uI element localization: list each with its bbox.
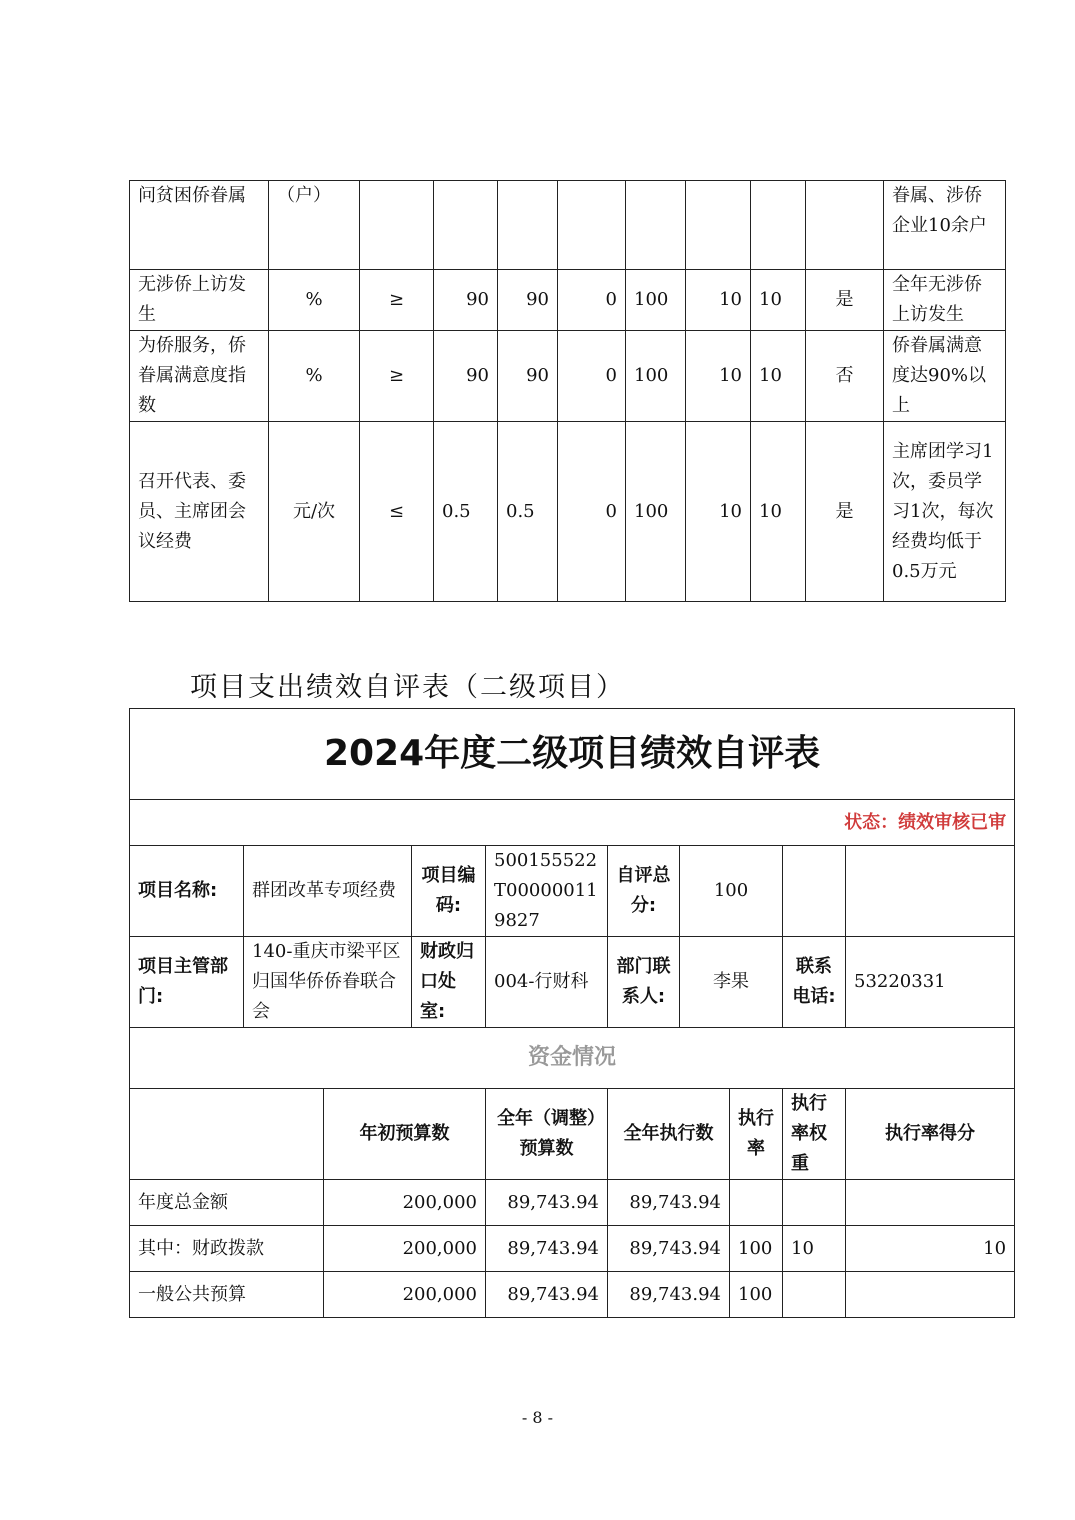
indicator-flag: 否: [806, 331, 884, 422]
finance-office: 004-行财科: [486, 937, 608, 1028]
phone-number: 53220331: [846, 937, 1015, 1028]
indicator-row: [130, 331, 1006, 422]
contact-label: 部门联系人:: [608, 937, 680, 1028]
indicator-row: [130, 181, 1006, 270]
indicator-unit: %: [269, 270, 360, 331]
section-title: 项目支出绩效自评表（二级项目）: [190, 672, 625, 703]
indicator-rate: 100: [626, 331, 686, 422]
indicator-operator: ≤: [360, 422, 434, 602]
table-title: 2024年度二级项目绩效自评表: [130, 709, 1015, 800]
funds-initial: 200,000: [324, 1226, 486, 1272]
indicator-deviation: 0: [558, 422, 626, 602]
indicator-score: 10: [751, 422, 806, 602]
self-score: 100: [680, 846, 783, 937]
indicator-table: [129, 180, 1006, 602]
funds-rate: [730, 1180, 783, 1226]
indicator-weight: 10: [686, 270, 751, 331]
funds-rate: 100: [730, 1272, 783, 1318]
funds-weight: [783, 1180, 846, 1226]
indicator-rate: 100: [626, 270, 686, 331]
indicator-flag: 是: [806, 270, 884, 331]
indicator-name: 为侨服务，侨眷属满意度指数: [130, 331, 269, 422]
funds-col-initial: 年初预算数: [324, 1089, 486, 1180]
indicator-score: 10: [751, 331, 806, 422]
indicator-operator: ≥: [360, 270, 434, 331]
indicator-unit: 元/次: [269, 422, 360, 602]
funds-rate: 100: [730, 1226, 783, 1272]
funds-row-label: 其中：财政拨款: [130, 1226, 324, 1272]
indicator-note: 侨眷属满意度达90%以上: [884, 331, 1006, 422]
funds-col-executed: 全年执行数: [608, 1089, 730, 1180]
funds-row: [130, 1180, 1015, 1226]
indicator-actual: 90: [498, 331, 558, 422]
funds-initial: 200,000: [324, 1180, 486, 1226]
project-name: 群团改革专项经费: [244, 846, 412, 937]
indicator-actual: 0.5: [498, 422, 558, 602]
indicator-deviation: 0: [558, 331, 626, 422]
funds-executed: 89,743.94: [608, 1272, 730, 1318]
funds-col-adjusted: 全年（调整）预算数: [486, 1089, 608, 1180]
project-name-label: 项目名称:: [130, 846, 244, 937]
indicator-target: 0.5: [434, 422, 498, 602]
page-number: - 8 -: [521, 1408, 554, 1427]
indicator-name: 问贫困侨眷属: [130, 181, 269, 270]
indicator-actual: 90: [498, 270, 558, 331]
funds-weight: 10: [783, 1226, 846, 1272]
funds-score: 10: [846, 1226, 1015, 1272]
funds-adjusted: 89,743.94: [486, 1226, 608, 1272]
funds-row-label: 一般公共预算: [130, 1272, 324, 1318]
indicator-row: [130, 422, 1006, 602]
finance-office-label: 财政归口处室:: [412, 937, 486, 1028]
contact-name: 李果: [680, 937, 783, 1028]
funds-score: [846, 1272, 1015, 1318]
funds-col-blank: [130, 1089, 324, 1180]
indicator-target: 90: [434, 331, 498, 422]
funds-col-score: 执行率得分: [846, 1089, 1015, 1180]
indicator-rate: 100: [626, 422, 686, 602]
project-code: 500155522T000000119827: [486, 846, 608, 937]
project-code-label: 项目编码:: [412, 846, 486, 937]
indicator-flag: 是: [806, 422, 884, 602]
dept-name: 140-重庆市梁平区归国华侨侨眷联合会: [244, 937, 412, 1028]
status-badge: 状态：绩效审核已审: [130, 800, 1015, 846]
funds-initial: 200,000: [324, 1272, 486, 1318]
funds-weight: [783, 1272, 846, 1318]
funds-col-weight: 执行率权重: [783, 1089, 846, 1180]
indicator-name: 无涉侨上访发生: [130, 270, 269, 331]
evaluation-table: [129, 708, 1015, 1318]
self-score-label: 自评总分:: [608, 846, 680, 937]
indicator-operator: ≥: [360, 331, 434, 422]
indicator-name: 召开代表、委员、主席团会议经费: [130, 422, 269, 602]
funds-row-label: 年度总金额: [130, 1180, 324, 1226]
indicator-note: 眷属、涉侨企业10余户: [884, 181, 1006, 270]
indicator-target: 90: [434, 270, 498, 331]
indicator-note: 全年无涉侨上访发生: [884, 270, 1006, 331]
funds-adjusted: 89,743.94: [486, 1272, 608, 1318]
indicator-note: 主席团学习1次，委员学习1次，每次经费均低于0.5万元: [884, 422, 1006, 602]
dept-label: 项目主管部门:: [130, 937, 244, 1028]
funds-executed: 89,743.94: [608, 1180, 730, 1226]
funds-row: [130, 1272, 1015, 1318]
phone-label: 联系电话:: [783, 937, 846, 1028]
indicator-deviation: 0: [558, 270, 626, 331]
indicator-unit: （户）: [269, 181, 360, 270]
indicator-row: [130, 270, 1006, 331]
funds-executed: 89,743.94: [608, 1226, 730, 1272]
indicator-score: 10: [751, 270, 806, 331]
funds-col-rate: 执行率: [730, 1089, 783, 1180]
funds-header: 资金情况: [130, 1028, 1015, 1089]
funds-row: [130, 1226, 1015, 1272]
indicator-weight: 10: [686, 331, 751, 422]
indicator-unit: %: [269, 331, 360, 422]
funds-score: [846, 1180, 1015, 1226]
funds-adjusted: 89,743.94: [486, 1180, 608, 1226]
indicator-weight: 10: [686, 422, 751, 602]
